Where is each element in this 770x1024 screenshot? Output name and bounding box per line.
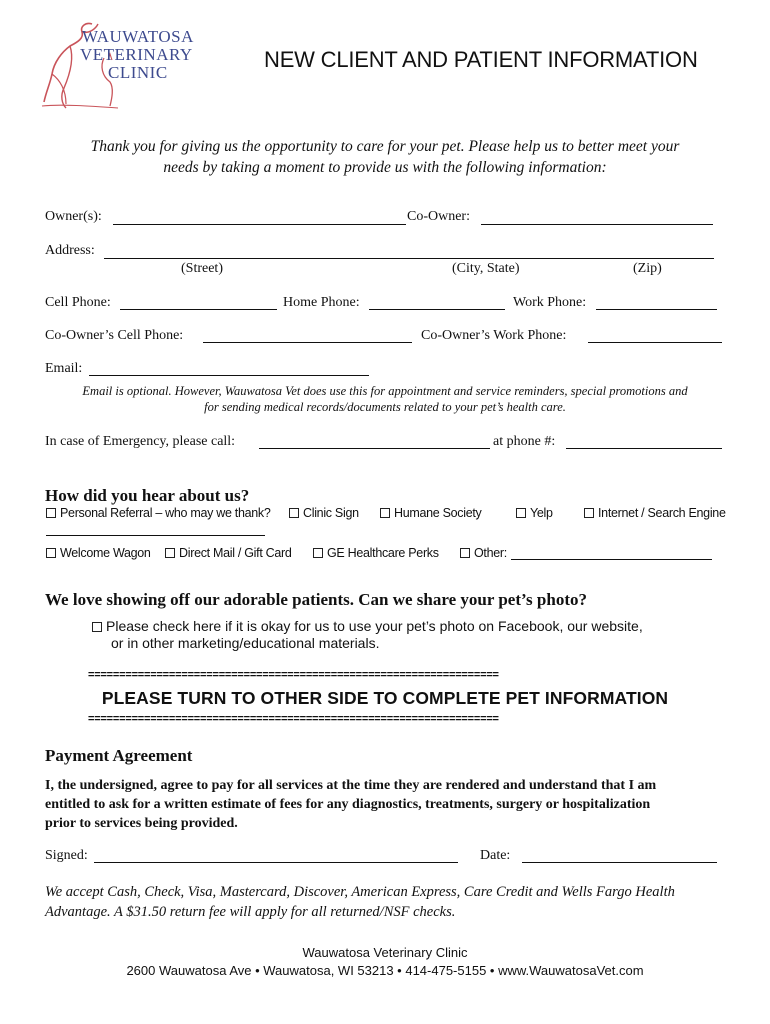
work-phone-field[interactable] — [596, 309, 717, 310]
option-welcome-wagon[interactable] — [46, 546, 151, 560]
payment-line-2: entitled to ask for a written estimate of fees for any diagnostics, treatments, surgery or hospitalization — [45, 797, 651, 812]
option-direct-mail[interactable] — [165, 546, 292, 560]
accept-line-1: We accept Cash, Check, Visa, Mastercard, Discover, American Express, Care Credit and Wells Fargo Health — [45, 884, 675, 900]
other-field[interactable] — [511, 559, 712, 560]
at-phone-label: at phone #: — [493, 434, 556, 449]
intro-line-2: needs by taking a moment to provide us with the following information: — [163, 159, 607, 176]
date-label: Date: — [480, 848, 511, 863]
option-yelp[interactable] — [516, 506, 553, 520]
option-humane-society[interactable] — [380, 506, 482, 520]
checkbox-icon — [380, 508, 390, 518]
email-note-line-1: Email is optional. However, Wauwatosa Vet does use this for appointment and service reminders, special promotions and — [82, 384, 688, 398]
referral-name-field[interactable] — [46, 535, 265, 536]
city-state-caption: (City, State) — [452, 261, 520, 276]
checkbox-icon — [46, 508, 56, 518]
date-field[interactable] — [522, 862, 717, 863]
home-phone-label: Home Phone: — [283, 295, 360, 310]
owners-label: Owner(s): — [45, 209, 102, 224]
co-owner-work-label: Co-Owner’s Work Phone: — [421, 328, 567, 343]
emergency-label: In case of Emergency, please call: — [45, 434, 236, 449]
separator-bottom: ================================================================== — [88, 713, 499, 725]
option-internet[interactable] — [584, 506, 726, 520]
turn-page-banner: PLEASE TURN TO OTHER SIDE TO COMPLETE PET INFORMATION — [101, 688, 669, 708]
co-owner-field[interactable] — [481, 224, 713, 225]
option-ge-perks[interactable] — [313, 546, 439, 560]
payment-heading: Payment Agreement — [45, 746, 193, 765]
address-field[interactable] — [104, 258, 714, 259]
owners-field[interactable] — [113, 224, 406, 225]
work-phone-label: Work Phone: — [513, 295, 587, 310]
checkbox-icon — [460, 548, 470, 558]
email-note-line-2: for sending medical records/documents related to your pet’s health care. — [204, 400, 566, 414]
intro-line-1: Thank you for giving us the opportunity to care for your pet. Please help us to better meet your — [90, 138, 680, 155]
option-direct-mail-label: Direct Mail / Gift Card — [179, 546, 292, 560]
payment-line-3: prior to services being provided. — [45, 816, 238, 831]
checkbox-icon — [584, 508, 594, 518]
street-caption: (Street) — [181, 261, 223, 276]
option-clinic-sign[interactable] — [289, 506, 359, 520]
logo-line-3: CLINIC — [108, 63, 168, 82]
photo-consent-checkbox-icon[interactable] — [92, 622, 102, 632]
email-note — [0, 383, 770, 415]
checkbox-icon — [313, 548, 323, 558]
option-personal-referral-label: Personal Referral – who may we thank? — [60, 506, 271, 520]
zip-caption: (Zip) — [633, 261, 662, 276]
co-owner-cell-label: Co-Owner’s Cell Phone: — [45, 328, 184, 343]
footer-address: 2600 Wauwatosa Ave • Wauwatosa, WI 53213 • 414-475-5155 • www.WauwatosaVet.com — [126, 963, 644, 978]
page-title: NEW CLIENT AND PATIENT INFORMATION — [264, 47, 698, 72]
photo-heading: We love showing off our adorable patients. Can we share your pet’s photo? — [45, 590, 587, 609]
logo-line-2: VETERINARY — [80, 45, 193, 64]
accepted-payments — [45, 882, 675, 922]
payment-line-1: I, the undersigned, agree to pay for all services at the time they are rendered and understand that I am — [45, 778, 657, 793]
footer-clinic-name: Wauwatosa Veterinary Clinic — [302, 945, 468, 960]
option-humane-society-label: Humane Society — [394, 506, 482, 520]
photo-consent-line-2: or in other marketing/educational materials. — [111, 635, 380, 651]
home-phone-field[interactable] — [369, 309, 505, 310]
referral-heading: How did you hear about us? — [45, 486, 250, 505]
separator-top: ================================================================== — [88, 669, 499, 681]
cell-phone-field[interactable] — [120, 309, 277, 310]
intro-text — [0, 136, 770, 178]
checkbox-icon — [165, 548, 175, 558]
email-label: Email: — [45, 361, 83, 376]
option-other-label: Other: — [474, 546, 507, 560]
option-yelp-label: Yelp — [530, 506, 553, 520]
option-internet-label: Internet / Search Engine — [598, 506, 726, 520]
photo-consent[interactable] — [92, 618, 643, 652]
option-welcome-wagon-label: Welcome Wagon — [60, 546, 151, 560]
signature-field[interactable] — [94, 862, 458, 863]
emergency-phone-field[interactable] — [566, 448, 722, 449]
footer — [0, 944, 770, 980]
co-owner-label: Co-Owner: — [407, 209, 470, 224]
co-owner-cell-field[interactable] — [203, 342, 412, 343]
option-clinic-sign-label: Clinic Sign — [303, 506, 359, 520]
signed-label: Signed: — [45, 848, 88, 863]
email-field[interactable] — [89, 375, 369, 376]
photo-consent-line-1: Please check here if it is okay for us to use your pet’s photo on Facebook, our website, — [106, 618, 643, 634]
checkbox-icon — [516, 508, 526, 518]
accept-line-2: Advantage. A $31.50 return fee will apply for all returned/NSF checks. — [45, 904, 456, 920]
option-personal-referral[interactable] — [46, 506, 271, 520]
option-ge-perks-label: GE Healthcare Perks — [327, 546, 439, 560]
logo-line-1: WAUWATOSA — [82, 27, 194, 46]
payment-agreement-text — [45, 776, 656, 833]
option-other[interactable] — [460, 546, 507, 560]
cell-phone-label: Cell Phone: — [45, 295, 111, 310]
address-label: Address: — [45, 243, 95, 258]
emergency-contact-field[interactable] — [259, 448, 490, 449]
co-owner-work-field[interactable] — [588, 342, 722, 343]
checkbox-icon — [289, 508, 299, 518]
checkbox-icon — [46, 548, 56, 558]
